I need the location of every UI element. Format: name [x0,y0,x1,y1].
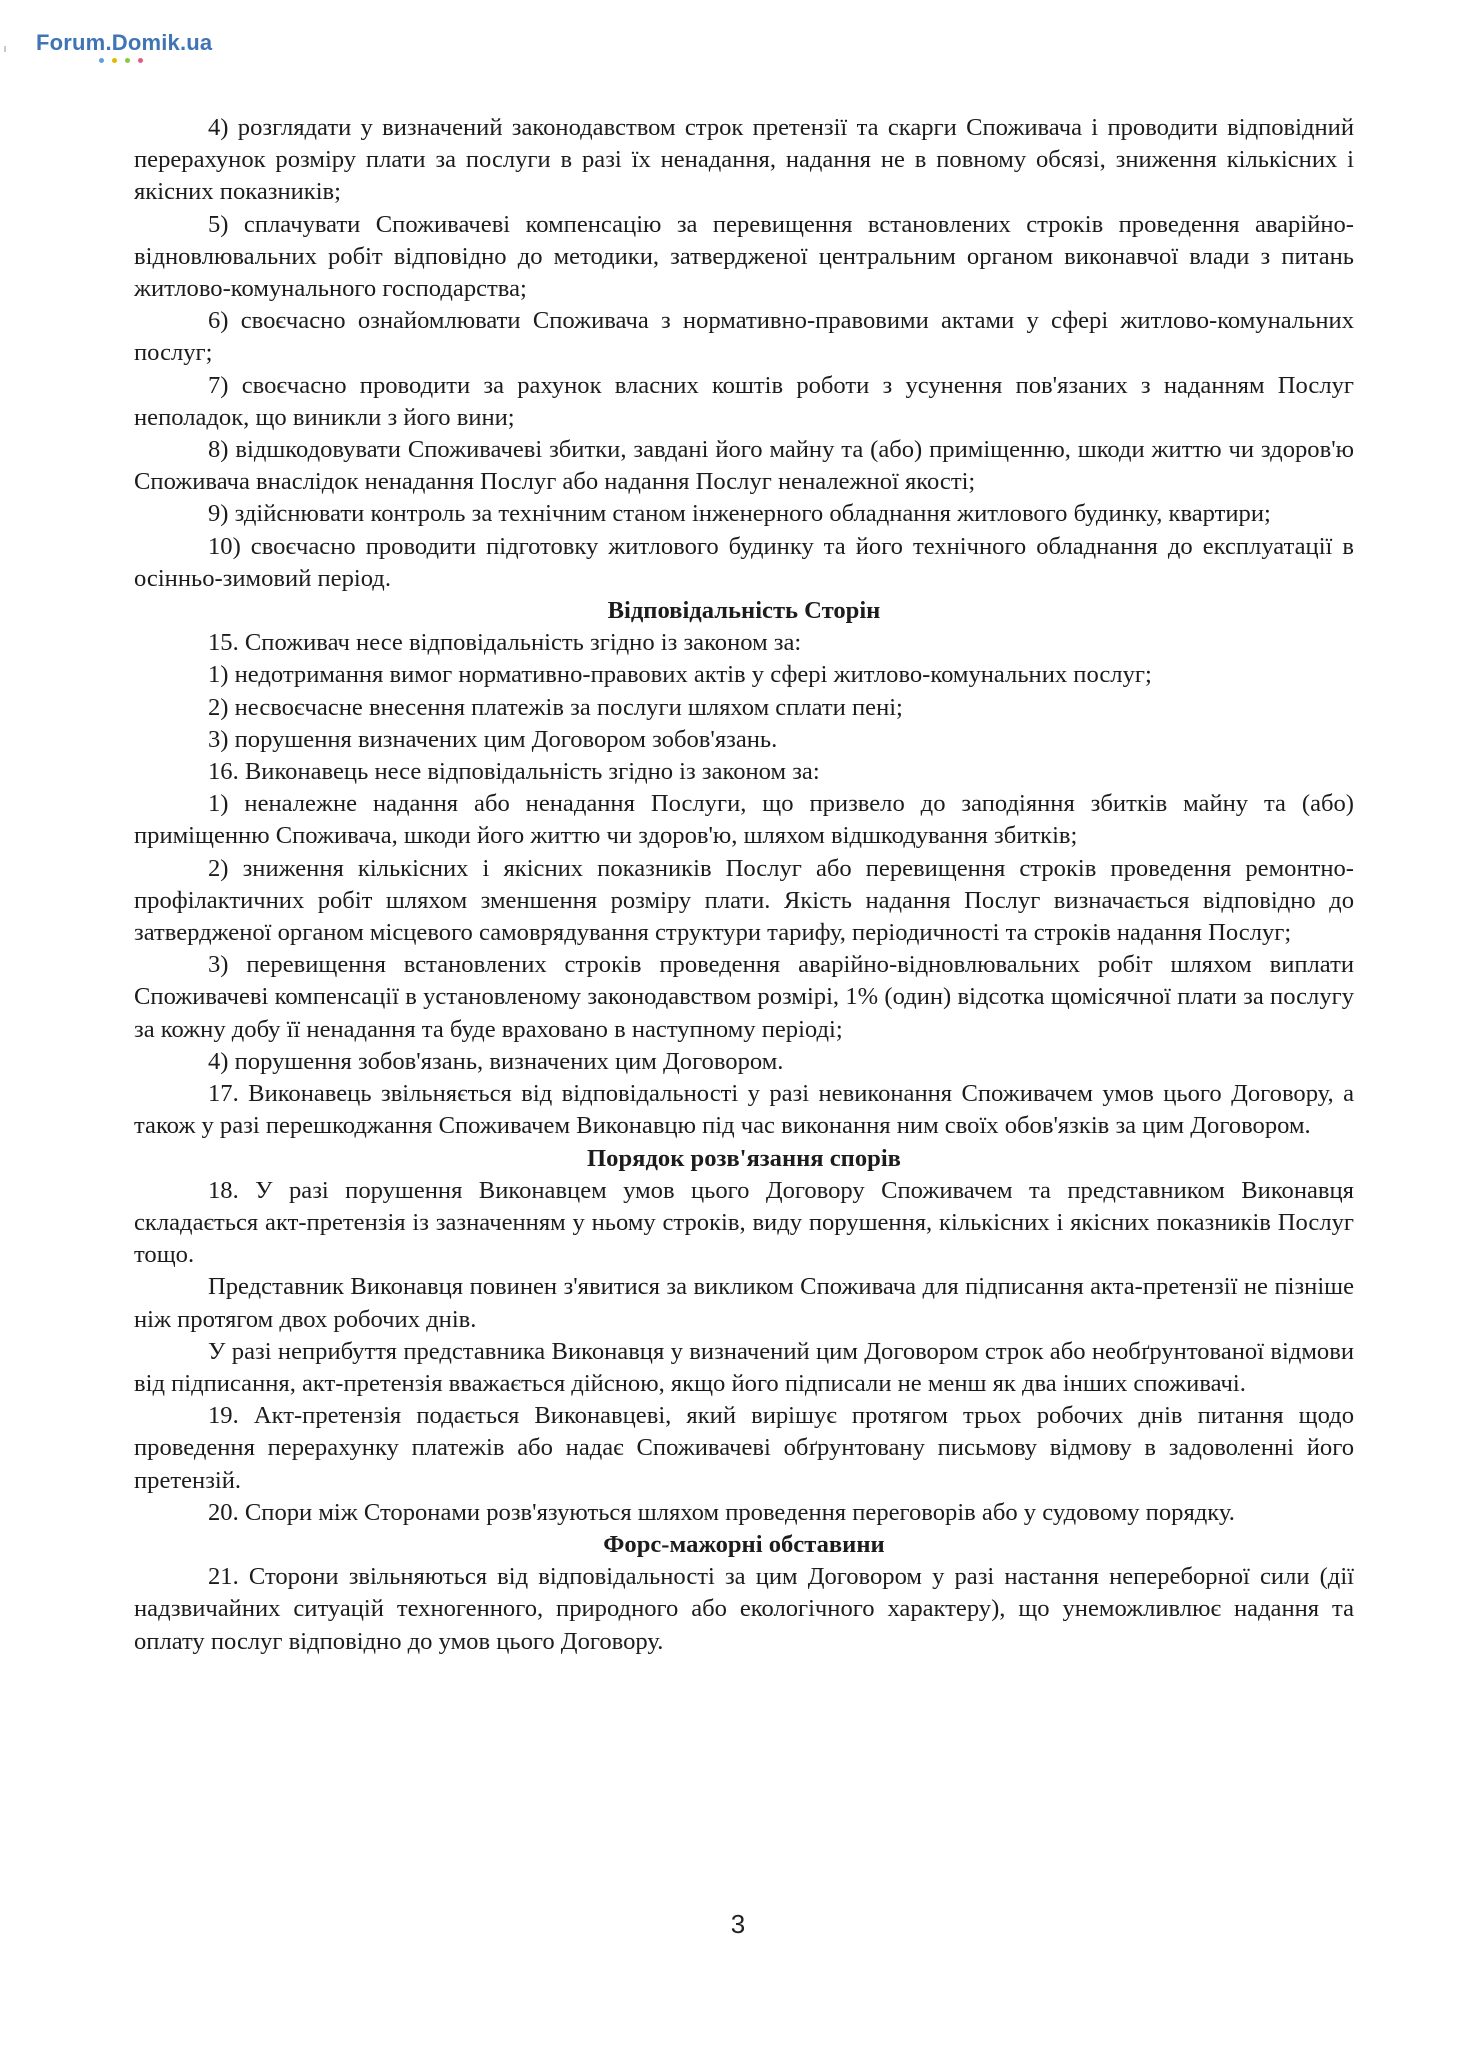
paragraph: 3) порушення визначених цим Договором зобов'язань. [208,725,778,753]
watermark-dot [99,58,104,63]
paragraph: 3) перевищення встановлених строків проведення аварійно-відновлювальних робіт шляхом виплати Споживачеві компенсації в установленому законодавством розмірі, 1% (один) відсотка щомісячної плати за послугу за кожну добу її ненадання та буде враховано в наступному періоді; [134,951,1354,1043]
watermark-dot [112,58,117,63]
paragraph: 1) неналежне надання або ненадання Послуги, що призвело до заподіяння збитків майну та (або) приміщенню Споживача, шкоди його життю чи здоров'ю, шляхом відшкодування збитків; [134,790,1354,850]
scan-mark [4,46,12,52]
paragraph: 4) розглядати у визначений законодавством строк претензії та скарги Споживача і проводити відповідний перерахунок розміру плати за послуги в разі їх ненадання, надання не в повному обсязі, зниження кількісних і якісних показників; [134,114,1354,206]
paragraph: Представник Виконавця повинен з'явитися за викликом Споживача для підписання акта-претензії не пізніше ніж протягом двох робочих днів. [134,1273,1354,1333]
watermark-logo [36,30,212,56]
watermark-dot [125,58,130,63]
page-number: 3 [730,1909,746,1939]
watermark-dot [138,58,143,63]
paragraph: 4) порушення зобов'язань, визначених цим Договором. [208,1047,784,1075]
paragraph: 2) несвоєчасне внесення платежів за послуги шляхом сплати пені; [208,693,903,721]
paragraph: 8) відшкодовувати Споживачеві збитки, завдані його майну та (або) приміщенню, шкоди життю чи здоров'ю Споживача внаслідок ненадання Послуг або надання Послуг неналежної якості; [134,436,1354,496]
watermark-text: Forum.Domik.ua [36,30,213,55]
paragraph: 9) здійснювати контроль за технічним станом інженерного обладнання житлового будинку, квартири; [208,500,1271,528]
document-body [134,112,1354,1658]
paragraph: 5) сплачувати Споживачеві компенсацію за перевищення встановлених строків проведення аварійно-відновлювальних робіт відповідно до методики, затвердженої центральним органом виконавчої влади з питань житлово-комунального господарства; [134,210,1354,303]
paragraph: У разі неприбуття представника Виконавця у визначений цим Договором строк або необґрунтованої відмови від підписання, акт-претензія вважається дійсною, якщо його підписали не менш як два інших споживачі. [134,1337,1354,1397]
paragraph: 1) недотримання вимог нормативно-правових актів у сфері житлово-комунальних послуг; [208,661,1152,689]
watermark-dots [99,58,159,66]
paragraph: 20. Спори між Сторонами розв'язуються шляхом проведення переговорів або у судовому порядку. [208,1498,1235,1526]
section-heading-responsibility: Відповідальність Сторін [607,597,881,625]
paragraph: 17. Виконавець звільняється від відповідальності у разі невиконання Споживачем умов цього Договору, а також у разі перешкоджання Споживачем Виконавцю під час виконання ним своїх обов'язків за цим Договором. [134,1080,1354,1140]
section-heading-force-majeure: Форс-мажорні обставини [603,1530,885,1558]
paragraph: 6) своєчасно ознайомлювати Споживача з нормативно-правовими актами у сфері житлово-комунальних послуг; [134,307,1354,367]
paragraph: 16. Виконавець несе відповідальність згідно із законом за: [208,758,820,786]
section-heading-disputes: Порядок розв'язання спорів [587,1144,901,1172]
paragraph: 18. У разі порушення Виконавцем умов цього Договору Споживачем та представником Виконавця складається акт-претензія із зазначенням у ньому строків, виду порушення, кількісних і якісних показників Послуг тощо. [134,1176,1354,1269]
paragraph: 10) своєчасно проводити підготовку житлового будинку та його технічного обладнання до експлуатації в осінньо-зимовий період. [134,532,1354,592]
paragraph: 15. Споживач несе відповідальність згідно із законом за: [208,629,802,657]
paragraph: 2) зниження кількісних і якісних показників Послуг або перевищення строків проведення ремонтно-профілактичних робіт шляхом зменшення розміру плати. Якість надання Послуг визначається відповідно до затвердженої органом місцевого самоврядування структури тарифу, періодичності та строків надання Послуг; [134,854,1354,947]
paragraph: 21. Сторони звільняються від відповідальності за цим Договором у разі настання непереборної сили (дії надзвичайних ситуацій техногенного, природного або екологічного характеру), що унеможливлює надання та оплату послуг відповідно до умов цього Договору. [134,1563,1354,1655]
paragraph: 7) своєчасно проводити за рахунок власних коштів роботи з усунення пов'язаних з наданням Послуг неполадок, що виникли з його вини; [134,371,1354,431]
paragraph: 19. Акт-претензія подається Виконавцеві, який вирішує протягом трьох робочих днів питання щодо проведення перерахунку платежів або надає Споживачеві обґрунтовану письмову відмову в задоволенні його претензій. [134,1402,1354,1494]
